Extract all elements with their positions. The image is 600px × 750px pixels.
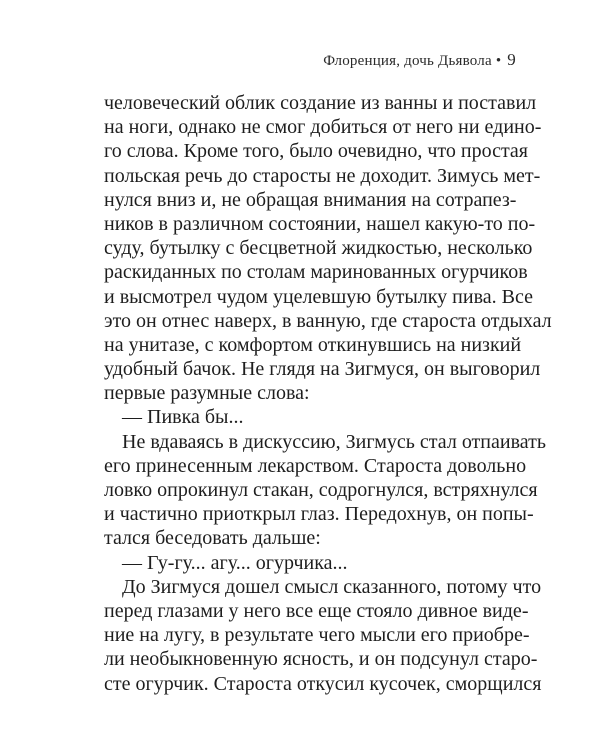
text-line: суду, бутылку с бесцветной жидкостью, несколько <box>104 237 533 260</box>
paragraph <box>104 405 504 429</box>
text-line: — Гу-гу... агу... огурчика... <box>122 551 348 574</box>
text-line: первые разумные слова: <box>104 382 310 405</box>
text-line: его принесенным лекарством. Староста довольно <box>104 454 527 477</box>
book-title: Флоренция, дочь Дьявола <box>323 53 492 69</box>
text-line: польская речь до старосты не доходит. Зимусь мет- <box>104 164 541 187</box>
text-line: ловко опрокинул стакан, содрогнулся, встряхнулся <box>104 479 538 501</box>
text-line: тался беседовать дальше: <box>104 527 321 550</box>
paragraph <box>104 551 504 575</box>
paragraph <box>104 91 552 405</box>
paragraph <box>104 575 542 696</box>
text-line: До Зигмуся дошел смысл сказанного, потому что <box>122 575 542 598</box>
text-line: нулся вниз и, не обращая внимания на сотрапез- <box>104 188 517 211</box>
text-line: человеческий облик создание из ванны и поставил <box>104 92 537 114</box>
text-line: го слова. Кроме того, было очевидно, что простая <box>104 140 529 163</box>
paragraph <box>104 430 546 551</box>
text-line: на унитазе, с комфортом откинувшись на низкий <box>104 333 522 356</box>
text-line: — Пивка бы... <box>122 406 244 429</box>
text-line: это он отнес наверх, в ванную, где староста отдыхал <box>104 309 552 332</box>
text-line: ников в различном состоянии, нашел какую-то по- <box>104 212 536 235</box>
separator-dot: • <box>495 53 502 69</box>
running-head <box>323 50 516 70</box>
text-line: перед глазами у него все еще стояло дивное виде- <box>104 599 529 622</box>
text-line: и высмотрел чудом уцелевшую бутылку пива. Все <box>104 285 533 308</box>
text-line: Не вдаваясь в дискуссию, Зигмусь стал отпаивать <box>122 430 546 453</box>
body-text <box>104 91 552 696</box>
text-line: ли необыкновенную ясность, и он подсунул старо- <box>104 648 538 671</box>
text-line: сте огурчик. Староста откусил кусочек, сморщился <box>104 672 542 695</box>
page-number: 9 <box>507 50 516 69</box>
text-line: на ноги, однако не смог добиться от него ни едино- <box>104 116 542 139</box>
text-line: ние на лугу, в результате чего мысли его приобре- <box>104 624 530 647</box>
text-line: удобный бачок. Не глядя на Зигмуся, он выговорил <box>104 358 541 381</box>
text-line: и частично приоткрыл глаз. Передохнув, он попы- <box>104 503 534 526</box>
text-line: раскиданных по столам маринованных огурчиков <box>104 261 528 284</box>
